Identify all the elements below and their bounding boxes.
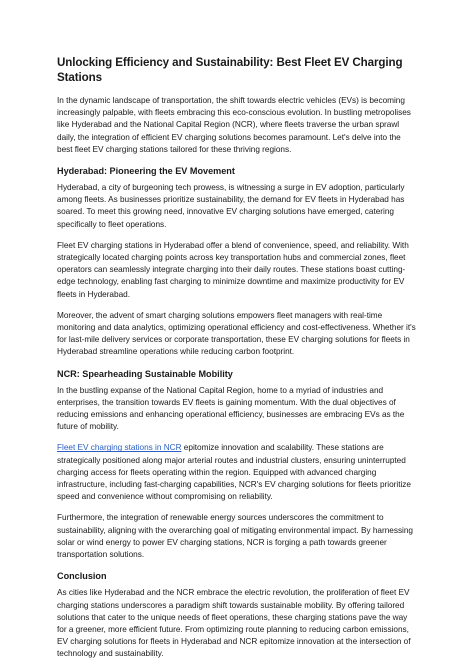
paragraph-with-link (57, 442, 416, 503)
paragraph-text: epitomize innovation and scalability. These stations are strategically positioned along major arterial routes and industrial clusters, ensuring uninterrupted charging access for fleets operating within the region. Equipped with advanced charging infrastructure, including fast-charging capabilities, NCR's EV charging solutions for fleets prioritize speed and convenience without compromising on reliability. (57, 443, 411, 502)
paragraph: Moreover, the advent of smart charging solutions empowers fleet managers with real-time monitoring and data analytics, optimizing operational efficiency and cost-effectiveness. Whether it's for last-mile delivery services or corporate transportation, these EV charging solutions for fleets in Hyderabad streamline operations while reducing carbon footprint. (57, 310, 416, 357)
section-heading-hyderabad: Hyderabad: Pioneering the EV Movement (57, 166, 235, 177)
section-heading-conclusion: Conclusion (57, 571, 107, 582)
section-heading-ncr: NCR: Spearheading Sustainable Mobility (57, 368, 233, 379)
document-title: Unlocking Efficiency and Sustainability: Best Fleet EV Charging Stations (57, 56, 403, 84)
paragraph: In the bustling expanse of the National Capital Region, home to a myriad of industries and enterprises, the transition towards EV fleets is gaining momentum. With the dual objectives of reducing emissions and enhancing operational efficiency, businesses are embracing EVs as the future of mobility. (57, 385, 405, 432)
paragraph: Furthermore, the integration of renewable energy sources underscores the commitment to sustainability, aligning with the overarching goal of mitigating environmental impact. By harnessing solar or wind energy to power EV charging stations, NCR is forging a path towards greener transportation solutions. (57, 513, 413, 560)
paragraph: Fleet EV charging stations in Hyderabad offer a blend of convenience, speed, and reliability. With strategically located charging points across key transportation hubs and commercial zones, fleet operators can seamlessly integrate charging into their daily routes. These stations boast cutting-edge technology, enabling fast charging to minimize downtime and maximize productivity for EV fleets in Hyderabad. (57, 240, 409, 299)
paragraph: As cities like Hyderabad and the NCR embrace the electric revolution, the proliferation of fleet EV charging stations underscores a paradigm shift towards sustainable mobility. By offering tailored solutions that cater to the unique needs of fleet operations, these charging stations pave the way for a greener, more efficient future. From optimizing route planning to reducing carbon emissions, EV charging solutions for fleets in Hyderabad and NCR epitomize innovation at the intersection of technology and sustainability. (57, 588, 411, 659)
paragraph: Hyderabad, a city of burgeoning tech prowess, is witnessing a surge in EV adoption, particularly among fleets. As businesses prioritize sustainability, the demand for EV fleets in Hyderabad has soared. To meet this growing need, innovative EV charging solutions have emerged, catering specifically to fleet operations. (57, 183, 405, 229)
intro-paragraph: In the dynamic landscape of transportation, the shift towards electric vehicles (EVs) is becoming increasingly palpable, with fleets embracing this eco-conscious evolution. In bustling metropolises like Hyderabad and the National Capital Region (NCR), where fleets traverse the urban sprawl daily, the integration of efficient EV charging solutions becomes paramount. Let's delve into the best fleet EV charging stations tailored for these thriving regions. (57, 96, 411, 154)
ncr-stations-link[interactable]: Fleet EV charging stations in NCR (57, 443, 182, 453)
